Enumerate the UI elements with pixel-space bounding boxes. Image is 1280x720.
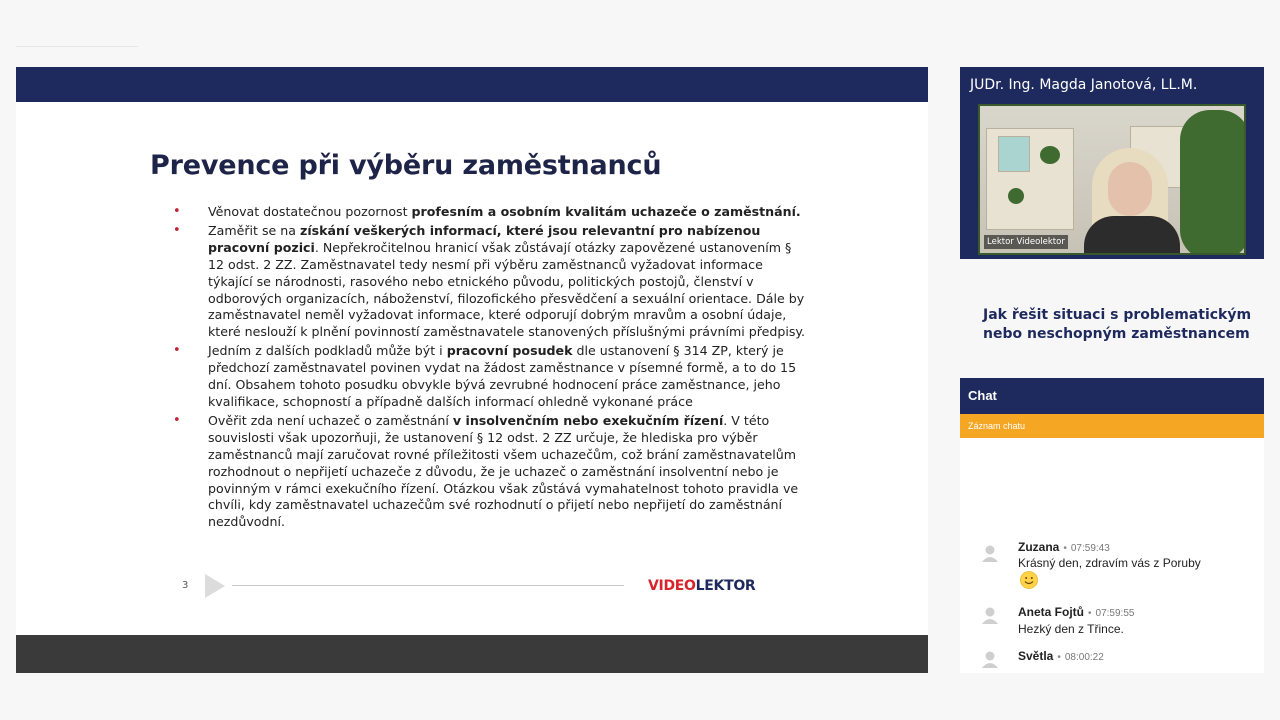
user-avatar-icon	[980, 605, 1000, 625]
bullet-item: • Ověřit zda není uchazeč o zaměstnání v insolvenčním nebo exekučním řízení. V této souvislosti však upozorňuji, že ustanovení § 12 odst. 2 ZZ určuje, že hlediska pro výběr zaměstnanců mají zaručovat rovné příležitosti všem uchazečům, což brání zaměstnavatelům rozhodnout o nepřijetí uchazeče z důvodu, že je uchazeč o zaměstnání insolventní nebo je povinným v rámci exekučního řízení. Otázkou však zůstává vymahatelnost tohoto pravidla ve chvíli, kdy zaměstnavatel uchazečům své rozhodnutí o přijetí nebo nepřijetí do zaměstnání nezdůvodní.	[173, 412, 799, 530]
presenter-panel	[960, 67, 1264, 259]
videolektor-logo: VIDEOLEKTOR	[648, 578, 756, 594]
background-plant	[1040, 146, 1060, 164]
slide-bullet-list	[166, 204, 806, 533]
slide-footer-line	[232, 585, 624, 586]
chat-separator: •	[1088, 608, 1092, 619]
presenter-video[interactable]	[978, 104, 1246, 255]
chat-time: 07:59:55	[1095, 608, 1135, 619]
chat-time: 08:00:22	[1064, 652, 1104, 663]
chat-message-header	[1018, 540, 1110, 554]
chat-text: Hezký den z Třince.	[1018, 622, 1124, 636]
session-title: Jak řešit situaci s problematickým nebo neschopným zaměstnancem	[983, 307, 1252, 342]
chat-time: 07:59:43	[1070, 543, 1110, 554]
slide-page-number: 3	[182, 580, 189, 591]
chat-header[interactable]: Chat	[960, 378, 1264, 414]
chat-author: Aneta Fojtů	[1018, 605, 1084, 619]
chat-message	[980, 605, 1250, 645]
chat-record-label: Záznam chatu	[960, 414, 1264, 438]
chat-text: Krásný den, zdravím vás z Poruby	[1018, 556, 1201, 570]
bullet-dot-icon: •	[173, 204, 181, 219]
play-icon	[203, 573, 227, 599]
presenter-body	[1084, 216, 1180, 255]
slide-title: Prevence při výběru zaměstnanců	[150, 150, 662, 181]
slide-header-bar	[16, 67, 928, 102]
chat-panel	[960, 378, 1264, 673]
video-label: Lektor Videolektor	[984, 235, 1068, 249]
user-avatar-icon	[980, 543, 1000, 563]
smile-emoji-icon	[1020, 571, 1038, 589]
bullet-item: • Jedním z dalších podkladů může být i pracovní posudek dle ustanovení § 314 ZP, který je předchozí zaměstnavatel povinen vydat na žádost zaměstnance v písemné formě, a to do 15 dní. Obsahem tohoto posudku obvykle bývá zevrubné hodnocení práce zaměstnance, jeho kvalifikace, schopností a případně dalších informací ohledně vykonané práce	[173, 343, 797, 409]
user-avatar-icon	[980, 649, 1000, 669]
presentation-slide	[16, 67, 928, 673]
chat-message	[980, 649, 1250, 673]
slide-control-bar[interactable]	[16, 635, 928, 673]
chat-message-header	[1018, 649, 1104, 663]
background-plant	[1008, 188, 1024, 204]
chat-message	[980, 540, 1250, 593]
chat-author: Světla	[1018, 649, 1054, 663]
chat-author: Zuzana	[1018, 540, 1060, 554]
presenter-face	[1108, 162, 1152, 216]
chat-separator: •	[1057, 652, 1061, 663]
presenter-name: JUDr. Ing. Magda Janotová, LL.M.	[970, 77, 1198, 93]
bullet-item: • Věnovat dostatečnou pozornost profesním a osobním kvalitám uchazeče o zaměstnání.	[173, 204, 801, 219]
top-divider	[16, 46, 138, 47]
bullet-dot-icon: •	[173, 222, 181, 238]
bullet-dot-icon: •	[173, 343, 181, 359]
background-box	[998, 136, 1030, 172]
bullet-dot-icon: •	[173, 412, 181, 428]
bullet-item: • Zaměřit se na získání veškerých informací, které jsou relevantní pro nabízenou pracovní pozici. Nepřekročitelnou hranicí však zůstávají otázky zapovězené ustanovením § 12 odst. 2 ZZ. Zaměstnavatel tedy nesmí při výběru zaměstnanců vyžadovat informace týkající se národnosti, rasového nebo etnického původu, politických postojů, členství v odborových organizacích, náboženství, filozofického přesvědčení a sexuální orientace. Dále by zaměstnavatel neměl vyžadovat informace, které odporují dobrým mravům a osobní údaje, které neslouží k plnění povinností zaměstnavatele stanovených příslušnými právními předpisy.	[173, 222, 806, 340]
chat-message-header	[1018, 605, 1134, 619]
chat-separator: •	[1063, 543, 1067, 554]
background-plant	[1180, 110, 1246, 255]
